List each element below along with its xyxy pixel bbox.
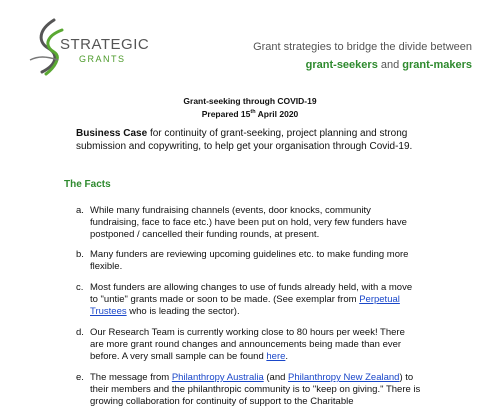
here-link[interactable]: here	[266, 351, 286, 362]
fact-marker: d.	[76, 327, 84, 338]
intro-text: for continuity of grant-seeking, project planning and strong submission and copywriting, to help get your organisation through Covid-19.	[76, 128, 413, 152]
tagline	[212, 38, 472, 74]
tagline-line1: Grant strategies to bridge the divide between	[253, 41, 472, 53]
intro-paragraph	[76, 128, 416, 153]
title-date-suffix: April 2020	[257, 108, 299, 119]
intro-bold: Business Case	[76, 128, 148, 139]
fact-marker: b.	[76, 249, 84, 260]
fact-marker: a.	[76, 205, 84, 216]
perpetual-trustees-link[interactable]: Perpetual Trustees	[90, 294, 400, 317]
fact-text-mid2: ) to their members and the philanthropic community is to "keep on giving." There is growing collaboration for continuity of support to the Charitable	[90, 372, 421, 407]
philanthropy-australia-link[interactable]: Philanthropy Australia	[171, 372, 264, 383]
strategic-grants-logo	[24, 16, 174, 76]
tagline-line2	[212, 56, 472, 74]
fact-marker: e.	[76, 372, 84, 383]
fact-text	[90, 282, 421, 318]
logo-title: STRATEGIC	[60, 36, 150, 53]
fact-text-before: The message from	[90, 372, 170, 383]
fact-text-after: .	[285, 351, 289, 362]
fact-text: While many fundraising channels (events, door knocks, community fundraising, face to face etc.) have been put on hold, very few funders have postponed / cancelled their funding rounds, at present.	[90, 205, 407, 240]
facts-heading: The Facts	[64, 179, 111, 190]
tagline-grant-seekers: grant-seekers	[305, 59, 378, 71]
tagline-grant-makers: grant-makers	[402, 59, 472, 71]
fact-marker: c.	[76, 282, 84, 293]
title-line2	[0, 107, 500, 120]
document-title	[0, 96, 500, 120]
fact-text	[90, 372, 421, 408]
fact-text-before: Our Research Team is currently working close to 80 hours per week! There are more grant round changes and announcements being made than ever before. A very small sample can be found	[90, 327, 405, 362]
fact-text-mid1: (and	[266, 372, 286, 383]
title-line1: Grant-seeking through COVID-19	[183, 96, 317, 106]
fact-text: Many funders are reviewing upcoming guidelines etc. to make funding more flexible.	[90, 249, 409, 272]
fact-text	[90, 327, 421, 363]
title-date-prefix: Prepared 15	[201, 108, 251, 119]
philanthropy-new-zealand-link[interactable]: Philanthropy New Zealand	[288, 372, 400, 383]
tagline-and: and	[380, 59, 400, 71]
logo-subtitle: GRANTS	[79, 54, 126, 64]
fact-text-before: Most funders are allowing changes to use of funds already held, with a move to "untie" grants made or soon to be made. (See exemplar from	[90, 282, 413, 305]
fact-text-after: who is leading the sector).	[129, 306, 240, 317]
title-date-sup: th	[250, 109, 256, 115]
